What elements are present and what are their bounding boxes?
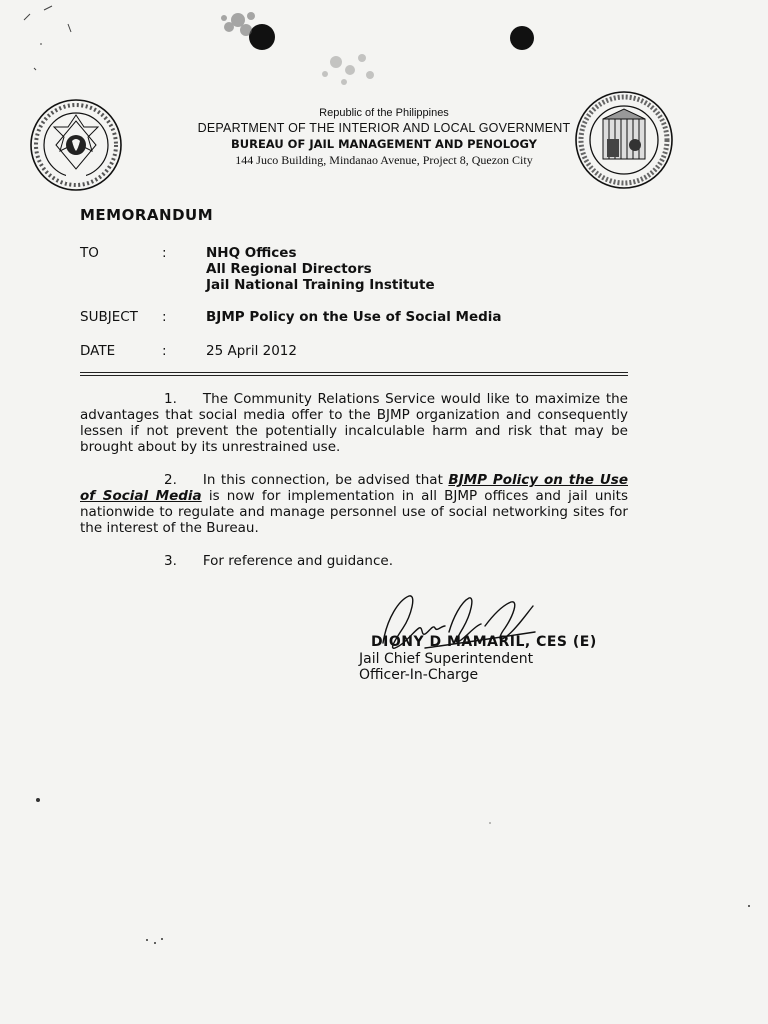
- date-colon: :: [162, 343, 167, 359]
- subject-label: SUBJECT: [80, 309, 138, 325]
- scan-speck: [154, 942, 156, 944]
- scan-speck: [489, 822, 491, 824]
- paragraph-text: is now for implementation in all BJMP offices and jail units nationwide to regulate and manage personnel use of social networking sites for the interest of the Bureau.: [80, 488, 629, 536]
- scan-speck: [748, 905, 750, 907]
- header-department: DEPARTMENT OF THE INTERIOR AND LOCAL GOVERNMENT: [197, 121, 571, 135]
- subject-colon: :: [162, 309, 167, 325]
- scan-speck: [161, 938, 163, 940]
- paragraph-number: 3.: [164, 553, 177, 569]
- to-recipient: NHQ Offices: [206, 245, 297, 261]
- paragraph-3: [80, 553, 628, 569]
- scan-speck: [146, 939, 148, 941]
- signatory-rank: Jail Chief Superintendent: [359, 651, 534, 667]
- to-label: TO: [80, 245, 99, 261]
- signatory-name: DIONY D MAMARIL, CES (E): [371, 634, 597, 650]
- subject-value: BJMP Policy on the Use of Social Media: [206, 309, 502, 325]
- to-recipient: All Regional Directors: [206, 261, 372, 277]
- punch-hole: [249, 24, 275, 50]
- paragraph-text: For reference and guidance.: [202, 553, 394, 569]
- header-bureau: BUREAU OF JAIL MANAGEMENT AND PENOLOGY: [230, 137, 538, 151]
- paragraph-text: In this connection, be advised that: [202, 472, 449, 488]
- memo-title: MEMORANDUM: [80, 206, 214, 224]
- to-colon: :: [162, 245, 167, 261]
- scan-speck: [36, 798, 40, 802]
- punch-hole: [510, 26, 534, 50]
- paragraph-number: 2.: [164, 472, 177, 488]
- policy-title-emphasis: BJMP Policy on the Use of Social Media: [80, 472, 628, 504]
- paragraph-2: [80, 472, 628, 536]
- paragraph-text: The Community Relations Service would like to maximize the advantages that social media offer to the BJMP organization and consequently lessen if not prevent the potentially incalculable harm and risk that may be brought about by its unrestrained use.: [80, 391, 628, 455]
- divider-rule: [80, 375, 628, 376]
- paragraph-1: [80, 391, 628, 455]
- date-value: 25 April 2012: [206, 343, 297, 359]
- to-recipient: Jail National Training Institute: [206, 277, 435, 293]
- header-republic: Republic of the Philippines: [319, 107, 449, 119]
- scan-blots: [0, 0, 768, 100]
- signatory-position: Officer-In-Charge: [359, 667, 479, 683]
- paragraph-number: 1.: [164, 391, 177, 407]
- divider-rule: [80, 372, 628, 373]
- date-label: DATE: [80, 343, 116, 359]
- header-address: 144 Juco Building, Mindanao Avenue, Project 8, Quezon City: [235, 153, 533, 167]
